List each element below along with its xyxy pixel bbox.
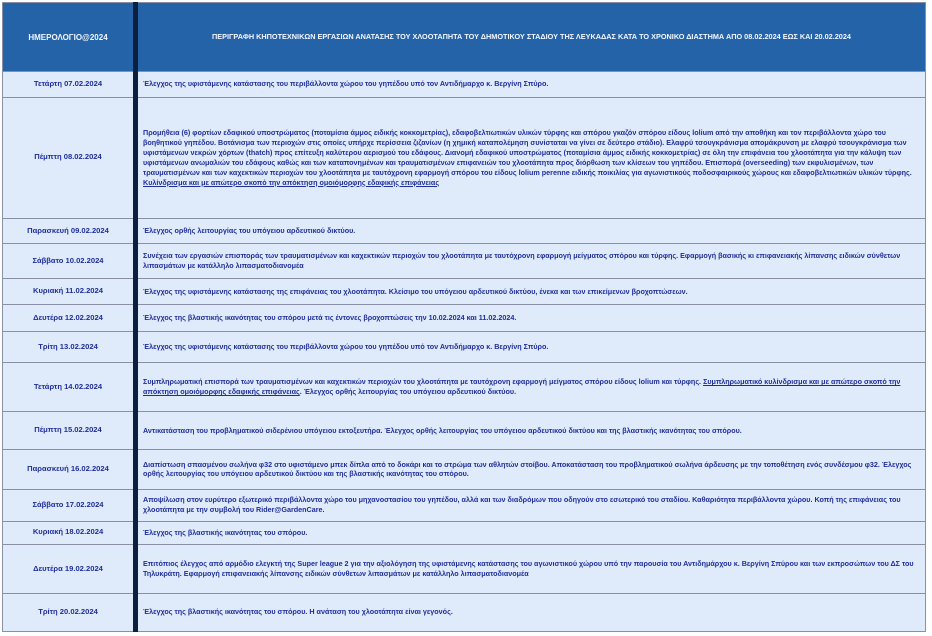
table-header-row <box>3 3 926 72</box>
date-column-header: ΗΜΕΡΟΛΟΓΙΟ@2024 <box>3 3 136 72</box>
row-description: Προμήθεια (6) φορτίων εδαφικού υποστρώματος (ποταμίσια άμμος ειδικής κοκκομετρίας), εδαφοβελτιωτικών υλικών τύρφης και σπόρου γκαζόν σπόρου είδους lolium από την αποθήκη και τον περιβάλλοντα χώρο του βοηθητικού γηπέδου. Βοτάνισμα των περιοχών στις οποίες υπήρχε περίσσεια ζιζανίων (η χημική καταπολέμηση συνίσταται να γίνει σε δεύτερο στάδιο). Ελαφρύ τσουγκράνισμα απομάκρυνση με ελαφρύ τσουγκράνισμα των υφιστάμενων νεκρών χόρτων (thatch) προς επίτευξη καλύτερου αερισμού του εδάφους. Διανομή εδαφικού υποστρώματος (ποταμίσια άμμος ειδικής κοκκομετρίας) σε όλη την επιφάνεια του χλοοτάπητα για την κάλυψη των υφιστάμενων ανωμαλιών του εδάφους καθώς και των καταπονημένων και τραυματισμένων επιφανειών του χλοοτάπητα προς διόρθωση των κλίσεων του γηπέδου. Επισπορά (overseeding) των εκφυλισμένων, των τραυματισμένων και των καχεκτικών περιοχών του χλοοτάπητα με ταυτόχρονη εφαρμογή σπόρου του είδους lolium perenne ειδικής ποικιλίας για αγωνιστικούς ποδοσφαιρικούς χώρους και εδαφοβελτιωτικών υλικών τύρφης. Κυλίνδρισμα και με απώτερο σκοπό την απόκτηση ομοιόμορφης εδαφικής επιφάνειας <box>136 97 926 218</box>
table-row <box>3 304 926 332</box>
row-date: Κυριακή 18.02.2024 <box>3 521 136 544</box>
table-row <box>3 218 926 244</box>
table-row <box>3 244 926 279</box>
row-date: Παρασκευή 09.02.2024 <box>3 218 136 244</box>
row-description: Έλεγχος της βλαστικής ικανότητας του σπόρου. Η ανάταση του χλοοτάπητα είναι γεγονός. <box>136 593 926 631</box>
row-date: Δευτέρα 12.02.2024 <box>3 304 136 332</box>
table-row <box>3 544 926 593</box>
row-date: Δευτέρα 19.02.2024 <box>3 544 136 593</box>
table-row <box>3 450 926 489</box>
row-description: Επιτόπιος έλεγχος από αρμόδιο ελεγκτή της Super league 2 για την αξιολόγηση της υφιστάμενης κατάστασης του αγωνιστικού χώρου υπό την παρουσία του Αντιδημάρχου κ. Βεργίνη Σπύρου και των εκπροσώπων του ΔΣ του Τηλυκράτη. Εφαρμογή επιφανειακής λίπανσης ειδικών σύνθετων λιπασμάτων με κατάλληλο λιπασματοδιανομέα <box>136 544 926 593</box>
row-description: Έλεγχος της υφιστάμενης κατάστασης του περιβάλλοντα χώρου του γηπέδου υπό τον Αντιδήμαρχο κ. Βεργίνη Σπύρο. <box>136 72 926 98</box>
row-description: Έλεγχος της βλαστικής ικανότητας του σπόρου. <box>136 521 926 544</box>
row-description: Αντικατάσταση του προβληματικού σιδερένιου υπόγειου εκτοξευτήρα. Έλεγχος ορθής λειτουργίας του υπόγειου αρδευτικού δικτύου και της βλαστικής ικανότητας του σπόρου. <box>136 412 926 450</box>
row-description: Αποψίλωση στον ευρύτερο εξωτερικό περιβάλλοντα χώρο του μηχανοστασίου του γηπέδου, αλλά και των διαδρόμων που οδηγούν στο εσωτερικό του σταδίου. Καθαριότητα περιβάλλοντα χώρου. Κοπή της επιφάνειας του χλοοτάπητα με την συμβολή του Rider@GardenCare. <box>136 489 926 521</box>
table-row <box>3 489 926 521</box>
work-log-table <box>2 2 926 632</box>
row-date: Παρασκευή 16.02.2024 <box>3 450 136 489</box>
row-date: Τετάρτη 07.02.2024 <box>3 72 136 98</box>
row-date: Σάββατο 10.02.2024 <box>3 244 136 279</box>
table-row <box>3 72 926 98</box>
row-date: Κυριακή 11.02.2024 <box>3 279 136 305</box>
table-row <box>3 521 926 544</box>
row-description: Διαπίστωση σπασμένου σωλήνα φ32 στο υφιστάμενο μπεκ δίπλα από το δοκάρι και το στρώμα των αθλητών στοίβου. Αποκατάσταση του προβληματικού σωλήνα άρδευσης με την τοποθέτηση ενός συνδέσμου φ32. Έλεγχος ορθής λειτουργίας του υπόγειου αρδευτικού δικτύου και της βλαστικής ικανότητας του σπόρου. <box>136 450 926 489</box>
row-description: Έλεγχος της βλαστικής ικανότητας του σπόρου μετά τις έντονες βροχοπτώσεις την 10.02.2024 και 11.02.2024. <box>136 304 926 332</box>
table-row <box>3 279 926 305</box>
row-description: Έλεγχος ορθής λειτουργίας του υπόγειου αρδευτικού δικτύου. <box>136 218 926 244</box>
row-description: Έλεγχος της υφιστάμενης κατάστασης της επιφάνειας του χλοοτάπητα. Κλείσιμο του υπόγειου αρδευτικού δικτύου, ένεκα και των επικείμενων βροχοπτώσεων. <box>136 279 926 305</box>
row-date: Τρίτη 13.02.2024 <box>3 332 136 363</box>
row-date: Τετάρτη 14.02.2024 <box>3 363 136 412</box>
table-row <box>3 363 926 412</box>
row-description: Συνέχεια των εργασιών επισποράς των τραυματισμένων και καχεκτικών περιοχών του χλοοτάπητα με ταυτόχρονη εφαρμογή μείγματος σπόρου και τύρφης. Εφαρμογή βασικής κι επιφανειακής λίπανσης ειδικών σύνθετων λιπασμάτων με κατάλληλο λιπασματοδιανομέα <box>136 244 926 279</box>
row-date: Σάββατο 17.02.2024 <box>3 489 136 521</box>
table-row <box>3 97 926 218</box>
table-row <box>3 412 926 450</box>
row-date: Τρίτη 20.02.2024 <box>3 593 136 631</box>
description-column-header: ΠΕΡΙΓΡΑΦΗ ΚΗΠΟΤΕΧΝΙΚΩΝ ΕΡΓΑΣΙΩΝ ΑΝΑΤΑΣΗΣ ΤΟΥ ΧΛΟΟΤΑΠΗΤΑ ΤΟΥ ΔΗΜΟΤΙΚΟΥ ΣΤΑΔΙΟΥ ΤΗΣ ΛΕΥΚΑΔΑΣ ΚΑΤΑ ΤΟ ΧΡΟΝΙΚΟ ΔΙΑΣΤΗΜΑ ΑΠΟ 08.02.2024 ΕΩΣ ΚΑΙ 20.02.2024 <box>136 3 926 72</box>
row-date: Πέμπτη 08.02.2024 <box>3 97 136 218</box>
row-description: Συμπληρωματική επισπορά των τραυματισμένων και καχεκτικών περιοχών του χλοοτάπητα με ταυτόχρονη εφαρμογή μείγματος σπόρου είδους lolium και τύρφης. Συμπληρωματικό κυλίνδρισμα και με απώτερο σκοπό την απόκτηση ομοιόμορφης εδαφικής επιφάνειας. Έλεγχος ορθής λειτουργίας του υπόγειου αρδευτικού δικτύου. <box>136 363 926 412</box>
underlined-text: Συμπληρωματικό κυλίνδρισμα και με απώτερο σκοπό την απόκτηση ομοιόμορφης εδαφικής επιφάνειας <box>143 377 901 397</box>
table-row <box>3 593 926 631</box>
row-description: Έλεγχος της υφιστάμενης κατάστασης του περιβάλλοντα χώρου του γηπέδου υπό τον Αντιδήμαρχο κ. Βεργίνη Σπύρο. <box>136 332 926 363</box>
row-date: Πέμπτη 15.02.2024 <box>3 412 136 450</box>
underlined-text: Κυλίνδρισμα και με απώτερο σκοπό την απόκτηση ομοιόμορφης εδαφικής επιφάνειας <box>143 177 440 187</box>
table-row <box>3 332 926 363</box>
